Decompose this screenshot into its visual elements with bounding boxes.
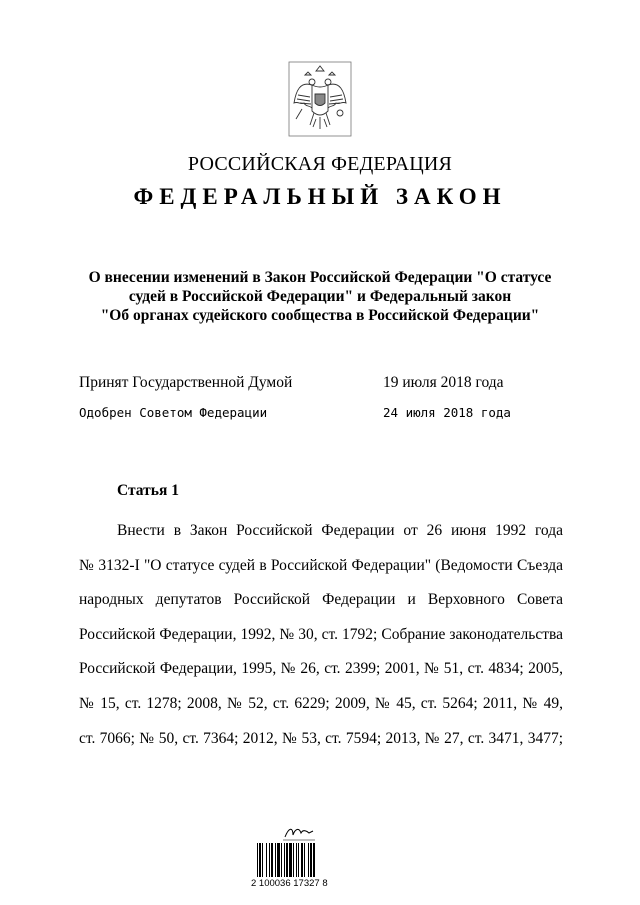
article-body-line: ст. 7066; № 50, ст. 7364; 2012, № 53, ст. 7594; 2013, № 27, ст. 3471, 3477; <box>79 729 563 747</box>
article-body-line: № 3132-I "О статусе судей в Российской Федерации" (Ведомости Съезда <box>79 556 563 574</box>
law-title <box>60 268 580 325</box>
adopted-by-duma-label: Принят Государственной Думой <box>79 374 293 391</box>
article-body-line: Внести в Закон Российской Федерации от 26 июня 1992 года <box>117 522 563 539</box>
barcode-bar <box>313 843 315 877</box>
barcode-bar <box>289 843 292 877</box>
barcode-bar <box>266 843 267 877</box>
approved-by-council-date: 24 июля 2018 года <box>383 405 511 420</box>
article-title: Статья 1 <box>117 482 179 499</box>
article-body <box>79 514 563 756</box>
law-title-line: "Об органах судейского сообщества в Российской Федерации" <box>100 307 540 324</box>
country-name: РОССИЙСКАЯ ФЕДЕРАЦИЯ <box>187 153 453 175</box>
coat-of-arms-emblem <box>288 61 352 137</box>
barcode-bar <box>296 843 297 877</box>
barcode-bar <box>271 843 273 877</box>
adopted-by-duma-date: 19 июля 2018 года <box>383 374 504 391</box>
article-body-line: народных депутатов Российской Федерации и Верховного Совета <box>79 591 563 609</box>
barcode-bar <box>257 843 258 877</box>
barcode-number: 2 100036 17327 8 <box>251 878 328 889</box>
barcode-bar <box>286 843 288 877</box>
barcode-bar <box>275 843 276 877</box>
barcode-bar <box>259 843 261 877</box>
barcode-bar <box>308 843 309 877</box>
barcode-bar <box>301 843 303 877</box>
barcode-bar <box>262 843 263 877</box>
article-body-line: № 15, ст. 1278; 2008, № 52, ст. 6229; 2009, № 45, ст. 5264; 2011, № 49, <box>79 694 563 712</box>
barcode-bar <box>304 843 305 877</box>
barcode-bar <box>298 843 299 877</box>
document-type: ФЕДЕРАЛЬНЫЙ ЗАКОН <box>133 184 507 209</box>
law-title-line: О внесении изменений в Закон Российской Федерации "О статусе <box>88 269 552 286</box>
barcode-bar <box>310 843 312 877</box>
barcode-bar <box>281 843 282 877</box>
article-body-line: Российской Федерации, 1992, № 30, ст. 1792; Собрание законодательства <box>79 625 563 643</box>
barcode-bar <box>293 843 294 877</box>
barcode-bar <box>269 843 270 877</box>
law-title-line: судей в Российской Федерации" и Федеральный закон <box>128 288 512 305</box>
barcode-bar <box>284 843 285 877</box>
handwritten-mark-icon <box>281 823 317 843</box>
barcode <box>257 843 337 877</box>
barcode-bar <box>277 843 280 877</box>
article-body-line: Российской Федерации, 1995, № 26, ст. 2399; 2001, № 51, ст. 4834; 2005, <box>79 660 563 678</box>
approved-by-council-label: Одобрен Советом Федерации <box>79 405 268 420</box>
